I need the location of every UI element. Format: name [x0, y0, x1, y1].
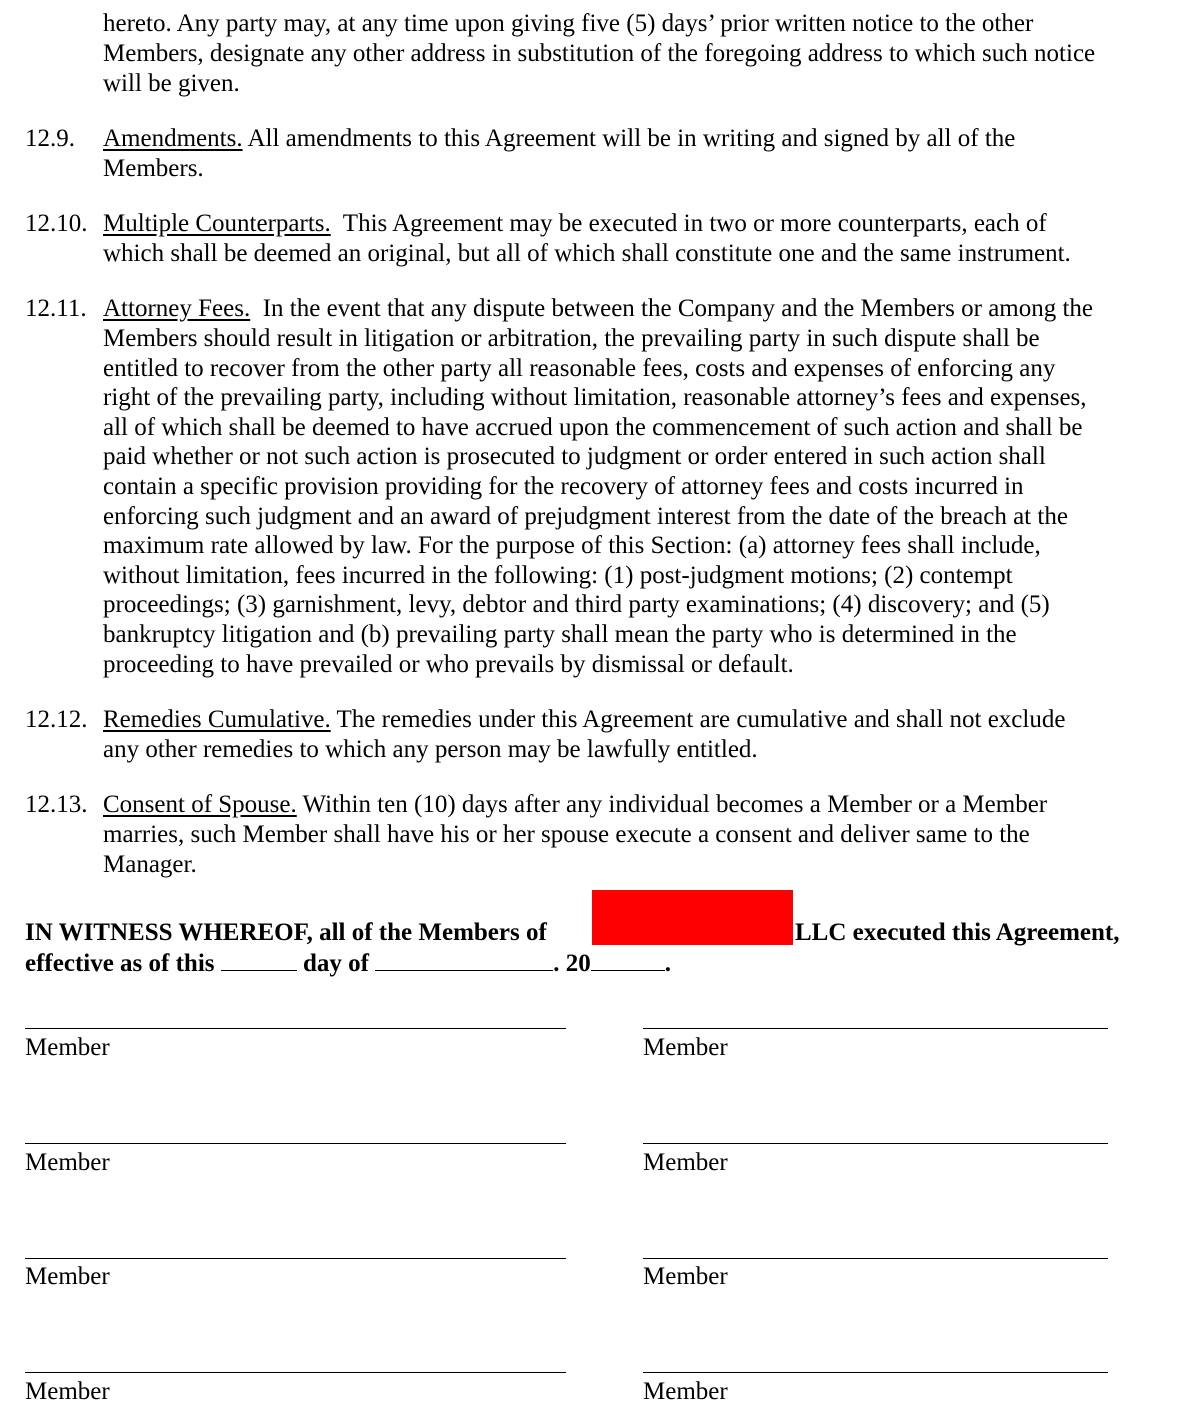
section-line: right of the prevailing party, including without limitation, reasonable attorney’s fees and expenses, — [103, 384, 1087, 411]
signature-line[interactable] — [25, 1372, 566, 1373]
section-number: 12.10. — [25, 210, 88, 237]
section-number: 12.9. — [25, 125, 75, 152]
section-heading: Consent of Spouse. — [103, 791, 297, 818]
member-label: Member — [25, 1378, 110, 1405]
member-label: Member — [25, 1149, 110, 1176]
intro-line-1: hereto. Any party may, at any time upon giving five (5) days’ prior written notice to the other — [103, 10, 1034, 37]
section-heading: Attorney Fees. — [103, 295, 251, 322]
section-first-line — [103, 124, 1015, 154]
section-line: paid whether or not such action is prosecuted to judgment or order entered in such action shall — [103, 443, 1046, 470]
section-line: entitled to recover from the other party all reasonable fees, costs and expenses of enforcing any — [103, 354, 1056, 382]
section-number: 12.11. — [25, 295, 87, 322]
section-line: any other remedies to which any person may be lawfully entitled. — [103, 736, 758, 763]
intro-line-2: Members, designate any other address in substitution of the foregoing address to which such notice — [103, 40, 1096, 67]
witness-year-prefix: . 20 — [553, 950, 591, 977]
section-text: This Agreement may be executed in two or more counterparts, each of — [330, 210, 1047, 237]
signature-line[interactable] — [25, 1258, 566, 1259]
member-label: Member — [25, 1263, 110, 1290]
section-first-line — [103, 294, 1093, 324]
section-line: Members should result in litigation or arbitration, the prevailing party in such dispute shall be — [103, 325, 1040, 352]
member-label: Member — [25, 1034, 110, 1061]
section-text: In the event that any dispute between the Company and the Members or among the — [250, 295, 1094, 322]
section-line: contain a specific provision providing for the recovery of attorney fees and costs incurred in — [103, 473, 1024, 500]
section-line: without limitation, fees incurred in the following: (1) post-judgment motions; (2) contempt — [103, 561, 1013, 589]
section-line: marries, such Member shall have his or her spouse execute a consent and deliver same to the — [103, 821, 1030, 848]
signature-line[interactable] — [643, 1372, 1108, 1373]
signature-line[interactable] — [25, 1143, 566, 1144]
section-text: Within ten (10) days after any individual becomes a Member or a Member — [296, 791, 1048, 818]
member-label: Member — [643, 1034, 728, 1061]
section-first-line — [103, 209, 1047, 239]
section-heading: Remedies Cumulative. — [103, 706, 331, 733]
witness-period: . — [664, 950, 671, 977]
section-line: Manager. — [103, 851, 197, 878]
section-line: bankruptcy litigation and (b) prevailing party shall mean the party who is determined in the — [103, 621, 1017, 648]
witness-effective-text: effective as of this — [25, 950, 215, 977]
signature-line[interactable] — [643, 1143, 1108, 1144]
witness-line-2 — [25, 948, 671, 979]
section-line: which shall be deemed an original, but all of which shall constitute one and the same instrument. — [103, 240, 1071, 267]
intro-line-3: will be given. — [103, 70, 240, 97]
witness-day-of-text: day of — [303, 950, 369, 977]
section-line: Members. — [103, 155, 204, 182]
section-text: All amendments to this Agreement will be in writing and signed by all of the — [242, 125, 1016, 152]
signature-line[interactable] — [25, 1028, 566, 1029]
section-number: 12.13. — [25, 791, 88, 818]
section-first-line — [103, 705, 1065, 735]
signature-line[interactable] — [643, 1028, 1108, 1029]
section-line: enforcing such judgment and an award of prejudgment interest from the date of the breach at the — [103, 502, 1068, 530]
witness-line-1-start: IN WITNESS WHEREOF, all of the Members of — [25, 919, 547, 946]
witness-line-1-end: LLC executed this Agreement, — [795, 919, 1120, 946]
section-text: The remedies under this Agreement are cumulative and shall not exclude — [330, 706, 1066, 733]
section-line: proceedings; (3) garnishment, levy, debtor and third party examinations; (4) discovery; and (5) — [103, 591, 1050, 618]
signature-line[interactable] — [643, 1258, 1108, 1259]
month-blank[interactable] — [375, 948, 553, 971]
member-label: Member — [643, 1263, 728, 1290]
section-line: proceeding to have prevailed or who prevails by dismissal or default. — [103, 650, 794, 678]
member-label: Member — [643, 1149, 728, 1176]
section-heading: Amendments. — [103, 125, 243, 152]
section-line: all of which shall be deemed to have accrued upon the commencement of such action and shall be — [103, 413, 1083, 441]
section-first-line — [103, 790, 1047, 820]
section-number: 12.12. — [25, 706, 88, 733]
day-blank[interactable] — [221, 948, 297, 971]
year-blank[interactable] — [591, 948, 665, 971]
section-heading: Multiple Counterparts. — [103, 210, 331, 237]
redaction-box — [592, 890, 793, 945]
section-line: maximum rate allowed by law. For the purpose of this Section: (a) attorney fees shall include, — [103, 532, 1041, 559]
member-label: Member — [643, 1378, 728, 1405]
